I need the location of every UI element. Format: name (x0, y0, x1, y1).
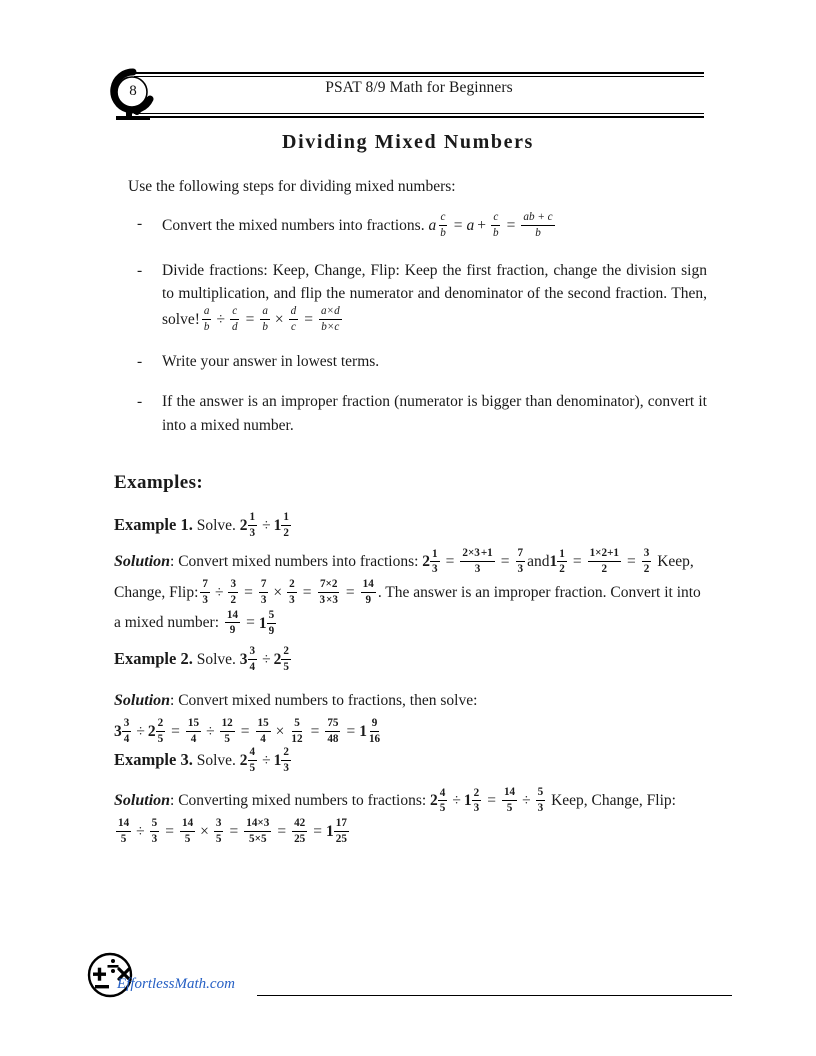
example-1-problem: 2 $\frac{1}{3}$ ÷ 1 $\frac{1}{2}$ (239, 511, 289, 539)
globe-page-number-icon (104, 68, 162, 124)
page-footer (85, 950, 735, 1010)
bullet-dash: - (137, 392, 143, 410)
example-prompt: Solve. (196, 650, 236, 668)
step-text: If the answer is an improper fraction (numerator is bigger than denominator), convert it into a mixed number. (162, 392, 707, 434)
solution-text-3: . The answer is an improper fraction. Convert it into a mixed number: (114, 583, 701, 632)
solution-label: Solution (114, 792, 171, 809)
example-3-solution (114, 785, 706, 847)
example-3-statement (114, 747, 706, 776)
list-item (137, 390, 707, 437)
intro-text: Use the following steps for dividing mixed numbers: (128, 178, 456, 195)
step-formula-2: $\frac{a}{b}$ ÷ $\frac{c}{d}$ = $\frac{a}{b}$ × $\frac{d}{c}$ = $\frac{a\times d}{b\times c}$ (203, 304, 340, 333)
examples-heading: Examples: (114, 472, 204, 493)
step-text: Convert the mixed numbers into fractions. (162, 216, 425, 234)
bullet-dash: - (137, 261, 143, 279)
example-1-solution-math-3: $\frac{7}{3}$ ÷ $\frac{3}{2}$ = $\frac{7}{3}$ × $\frac{2}{3}$ = $\frac{7\times 2}{3 \times 3}$ = $\frac{14}{9}$ (202, 578, 374, 606)
example-1-statement (114, 512, 706, 541)
header-rule-top (134, 72, 704, 77)
list-item (137, 259, 707, 335)
solution-label: Solution (114, 692, 171, 709)
footer-site-link[interactable]: EffortlessMath.com (117, 976, 235, 992)
example-3-solution-math-2: $\frac{14}{5}$ ÷ $\frac{5}{3}$ = $\frac{14}{5}$ × $\frac{3}{5}$ = $\frac{14\times 3}{5\times 5}$ = $\frac{42}{25}$ = 1 $\frac{17}{25}$ (118, 816, 347, 846)
list-item (137, 212, 707, 241)
example-label: Example 3. (114, 749, 193, 769)
example-prompt: Solve. (196, 516, 236, 534)
example-label: Example 2. (114, 648, 193, 668)
solution-text-2: Keep, Change, Flip: (551, 792, 676, 809)
example-1-solution-math-1: 2 $\frac{1}{3}$ = $\frac{2\times 3 +1}{3}$ = $\frac{7}{3}$ (422, 547, 524, 576)
solution-text: : Converting mixed numbers to fractions: (170, 792, 427, 809)
steps-list (137, 212, 707, 451)
header-rule-bottom (134, 113, 704, 118)
solution-connector: and (527, 553, 550, 570)
example-2-solution (114, 686, 706, 747)
step-text: Divide fractions: Keep, Change, Flip: Keep the first fraction, change the division sign to multiplication, and flip the numerator and denominator of the second fraction. Then, solve! (162, 261, 707, 328)
bullet-dash: - (137, 215, 143, 232)
bullet-dash: - (137, 353, 143, 371)
example-1-solution (114, 546, 706, 639)
example-3-problem: 2 $\frac{4}{5}$ ÷ 1 $\frac{2}{3}$ (239, 746, 289, 774)
example-3-solution-math-1: 2 $\frac{4}{5}$ ÷ 1 $\frac{2}{3}$ = $\frac{14}{5}$ ÷ $\frac{5}{3}$ (430, 786, 544, 815)
step-text: Write your answer in lowest terms. (162, 353, 380, 371)
example-2-statement (114, 646, 706, 675)
solution-label: Solution (114, 553, 171, 570)
list-item (137, 350, 707, 374)
book-title: PSAT 8/9 Math for Beginners (325, 79, 513, 96)
example-2-solution-math: 3 $\frac{3}{4}$ ÷ 2 $\frac{2}{5}$ = $\frac{15}{4}$ ÷ $\frac{12}{5}$ = $\frac{15}{4}$ × $\frac{5}{12}$ = $\frac{75}{48}$ = 1 $\frac{9}{16}$ (114, 716, 381, 746)
page-title: Dividing Mixed Numbers (282, 131, 534, 153)
step-formula-1: a $\frac{c}{b}$ = a + $\frac{c}{b}$ = $\frac{ab + c}{b}$ (428, 211, 553, 239)
page-number: 8 (129, 83, 137, 99)
solution-text: : Convert mixed numbers to fractions, then solve: (170, 692, 478, 709)
example-1-solution-math-2: 1 $\frac{1}{2}$ = $\frac{1\times 2+1}{2}$ = $\frac{3}{2}$ (549, 547, 650, 576)
footer-rule (257, 995, 732, 996)
page-header (104, 66, 704, 124)
solution-text-2: Keep, Change, Flip: (114, 553, 694, 601)
example-2-problem: 3 $\frac{3}{4}$ ÷ 2 $\frac{2}{5}$ (239, 645, 289, 673)
example-prompt: Solve. (196, 751, 236, 769)
example-label: Example 1. (114, 514, 193, 534)
solution-text: : Convert mixed numbers into fractions: (170, 553, 419, 570)
example-1-solution-math-4: $\frac{14}{9}$ = 1 $\frac{5}{9}$ (226, 608, 275, 637)
